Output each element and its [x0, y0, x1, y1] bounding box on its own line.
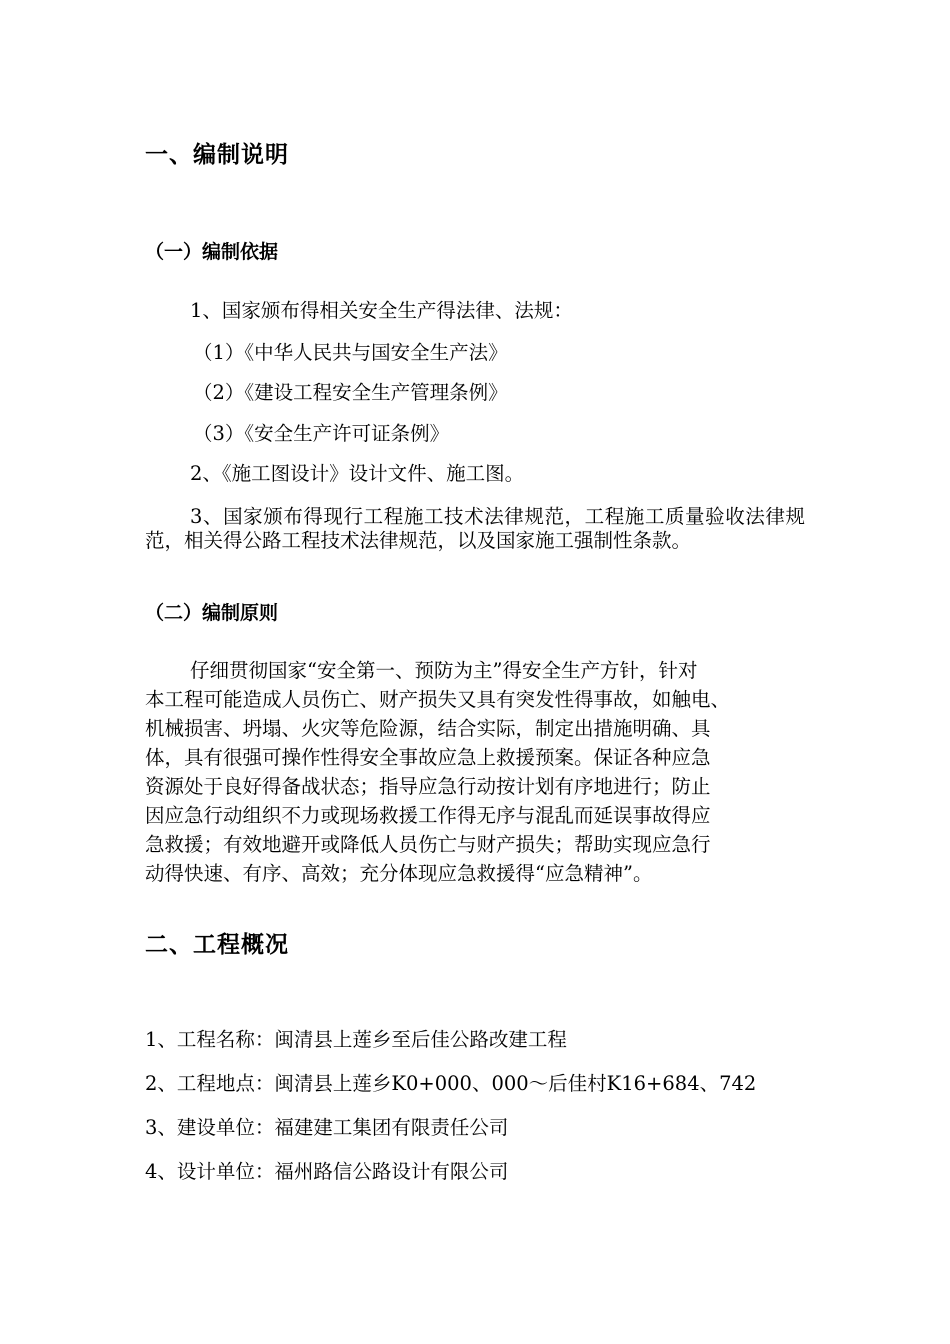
section-heading-1: 一、编制说明 [145, 142, 289, 168]
principle-line: 体，具有很强可操作性得安全事故应急上救援预案。保证各种应急 [145, 746, 711, 769]
principle-line: 机械损害、坍塌、火灾等危险源，结合实际，制定出措施明确、具 [145, 717, 711, 740]
subsection-heading-principle: （二）编制原则 [145, 602, 279, 624]
basis-item-3: 3、国家颁布得现行工程施工技术法律规范，工程施工质量验收法律规范，相关得公路工程技术法律规范，以及国家施工强制性条款。 [145, 505, 805, 552]
principle-line: 急救援；有效地避开或降低人员伤亡与财产损失；帮助实现应急行 [145, 833, 711, 856]
construction-unit-item: 3、建设单位：福建建工集团有限责任公司 [145, 1116, 509, 1139]
principle-line: 动得快速、有序、高效；充分体现应急救援得“应急精神”。 [145, 862, 653, 885]
principle-line: 本工程可能造成人员伤亡、财产损失又具有突发性得事故，如触电、 [145, 688, 731, 711]
principle-line: 资源处于良好得备战状态；指导应急行动按计划有序地进行；防止 [145, 775, 711, 798]
project-location-item: 2、工程地点：闽清县上莲乡K0+000、000～后佳村K16+684、742 [145, 1072, 757, 1095]
law-item-1: （1）《中华人民共与国安全生产法》 [193, 341, 508, 364]
basis-item-2: 2、《施工图设计》设计文件、施工图。 [190, 462, 525, 485]
law-item-3: （3）《安全生产许可证条例》 [193, 422, 450, 445]
section-heading-2: 二、工程概况 [145, 932, 289, 958]
law-item-2: （2）《建设工程安全生产管理条例》 [193, 381, 508, 404]
principle-line: 仔细贯彻国家“安全第一、预防为主”得安全生产方针，针对 [190, 659, 698, 682]
basis-item-1: 1、国家颁布得相关安全生产得法律、法规： [190, 299, 573, 322]
project-name-item: 1、工程名称：闽清县上莲乡至后佳公路改建工程 [145, 1028, 567, 1051]
design-unit-item: 4、设计单位：福州路信公路设计有限公司 [145, 1160, 509, 1183]
subsection-heading-basis: （一）编制依据 [145, 241, 279, 263]
principle-line: 因应急行动组织不力或现场救援工作得无序与混乱而延误事故得应 [145, 804, 711, 827]
